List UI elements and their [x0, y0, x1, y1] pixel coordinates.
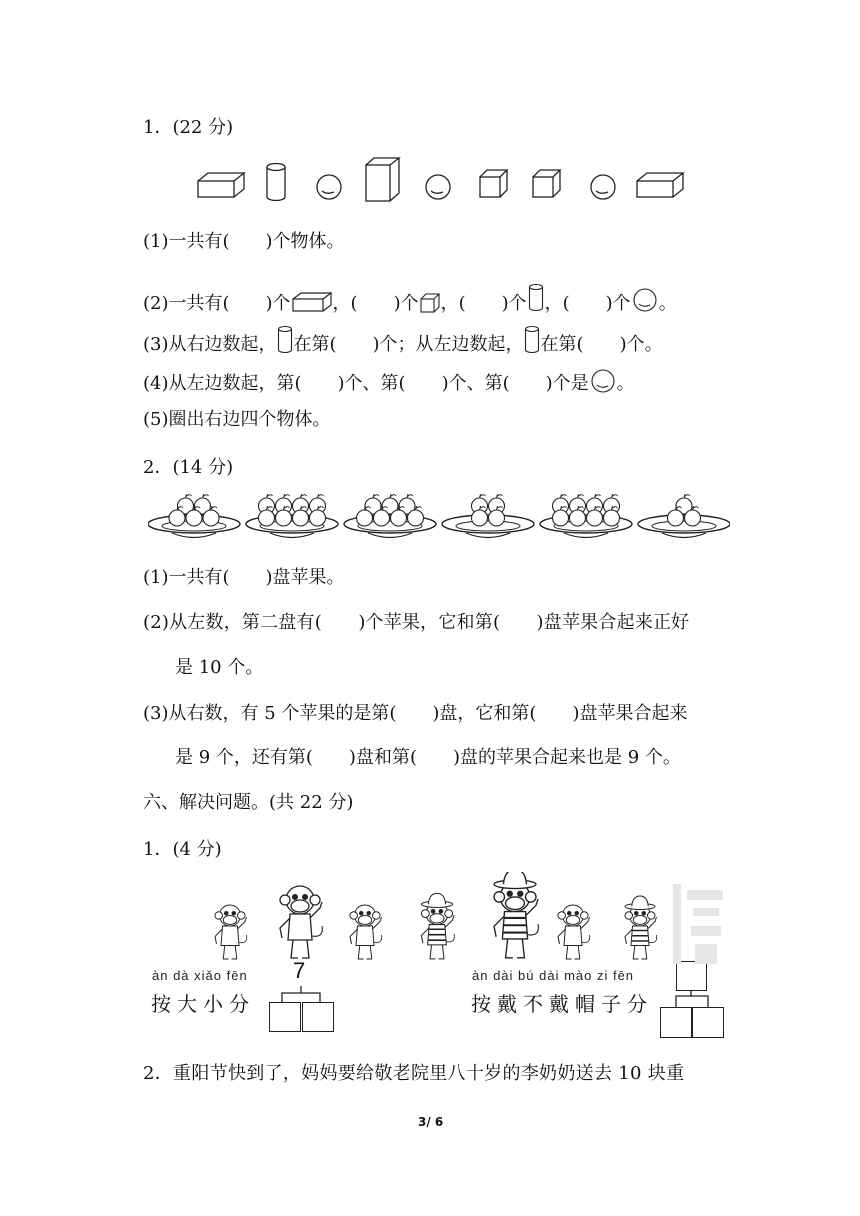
cuboid-icon [292, 291, 332, 313]
q1-part2-b: ，( )个 [332, 293, 419, 314]
apple-plate [246, 494, 338, 538]
q1-part4-a: (4)从左边数起，第( )个、第( )个、第( )个是 [143, 373, 589, 394]
q1-part4-b: 。 [616, 373, 635, 394]
cuboid-icon [198, 173, 244, 197]
apple-icon [293, 510, 309, 526]
sphere-icon [632, 287, 658, 313]
section-6-question-2: 2．重阳节快到了，妈妈要给敬老院里八十岁的李奶奶送去 10 块重 [143, 1063, 685, 1084]
monkey-icon [350, 905, 382, 959]
apple-icon [408, 510, 424, 526]
cylinder-icon [267, 164, 285, 201]
question-2-header: 2．(14 分) [143, 457, 234, 478]
cylinder-icon [277, 325, 293, 355]
q1-part2 [143, 283, 677, 316]
apple-icon [357, 510, 373, 526]
q2-part1: (1)一共有( )盘苹果。 [143, 567, 345, 588]
monkey-icon [280, 886, 322, 958]
q2-part2-line2: 是 10 个。 [175, 657, 264, 678]
left-number: 7 [293, 958, 306, 983]
apple-icon [374, 510, 390, 526]
sphere-icon [590, 368, 616, 394]
q1-part4 [143, 368, 635, 396]
monkey-with-hat-icon [625, 896, 657, 959]
q1-part3-b: 在第( )个；从左边数起， [293, 334, 524, 355]
apple-icon [169, 510, 185, 526]
apple-icon [186, 510, 202, 526]
apple-icon [472, 510, 488, 526]
q1-part2-d: ，( )个 [544, 293, 631, 314]
q2-part3-line2: 是 9 个，还有第( )盘和第( )盘的苹果合起来也是 9 个。 [175, 747, 681, 768]
monkey-with-hat-icon [494, 872, 538, 958]
apple-icon [203, 510, 219, 526]
right-pinyin: àn dài bú dài mào zi fēn [472, 968, 635, 983]
section-6-title: 六、解决问题。(共 22 分) [143, 792, 354, 813]
apple-plate [638, 494, 730, 538]
right-split-lines [660, 990, 726, 1008]
apple-icon [259, 510, 275, 526]
left-answer-box-2[interactable] [302, 1002, 334, 1032]
q1-part2-e: 。 [658, 293, 677, 314]
monkeys-row [200, 872, 730, 962]
cube-icon [420, 293, 440, 313]
apple-icon [391, 510, 407, 526]
watermark-logo [665, 880, 729, 970]
tall-cuboid-icon [366, 158, 399, 201]
apple-plate [540, 494, 632, 538]
monkey-icon [558, 905, 590, 959]
q2-part2-line1: (2)从左数，第二盘有( )个苹果，它和第( )盘苹果合起来正好 [143, 612, 690, 633]
apple-icon [604, 510, 620, 526]
q1-part3-c: 在第( )个。 [540, 334, 663, 355]
monkey-with-hat-icon [421, 893, 454, 959]
q1-part5: (5)圈出右边四个物体。 [143, 409, 331, 430]
monkey-icon [215, 905, 247, 959]
apple-icon [553, 510, 569, 526]
shape-row [196, 157, 686, 203]
sphere-icon [317, 175, 341, 199]
left-hanzi: 按大小分 [151, 992, 255, 1016]
apple-plate [148, 494, 240, 538]
q1-part1: (1)一共有( )个物体。 [143, 231, 345, 252]
sphere-icon [591, 175, 615, 199]
cylinder-icon [528, 283, 544, 313]
apple-plate [442, 494, 534, 538]
apple-icon [570, 510, 586, 526]
apple-plate [344, 494, 436, 538]
q1-part2-a: (2)一共有( )个 [143, 293, 291, 314]
section-6-question-1-header: 1．(4 分) [143, 839, 222, 860]
cube-icon [480, 170, 507, 197]
q1-part3 [143, 325, 663, 357]
right-answer-box-2[interactable] [692, 1007, 724, 1038]
q1-part2-c: ，( )个 [440, 293, 527, 314]
left-pinyin: àn dà xiǎo fēn [152, 968, 248, 983]
right-answer-box-1[interactable] [660, 1007, 692, 1038]
cylinder-icon [524, 325, 540, 355]
sphere-icon [426, 175, 450, 199]
apple-plates-row [148, 488, 730, 546]
page-number: 3/ 6 [418, 1115, 444, 1129]
cuboid-icon [637, 173, 683, 197]
apple-icon [587, 510, 603, 526]
right-hanzi: 按戴不戴帽子分 [471, 992, 653, 1016]
left-answer-box-1[interactable] [269, 1002, 301, 1032]
apple-icon [489, 510, 505, 526]
q1-part3-a: (3)从右边数起， [143, 334, 277, 355]
apple-icon [685, 510, 701, 526]
apple-icon [668, 510, 684, 526]
cube-icon [533, 170, 560, 197]
apple-icon [310, 510, 326, 526]
question-1-header: 1．(22 分) [143, 117, 234, 138]
apple-icon [276, 510, 292, 526]
q2-part3-line1: (3)从右数，有 5 个苹果的是第( )盘，它和第( )盘苹果合起来 [143, 703, 688, 724]
